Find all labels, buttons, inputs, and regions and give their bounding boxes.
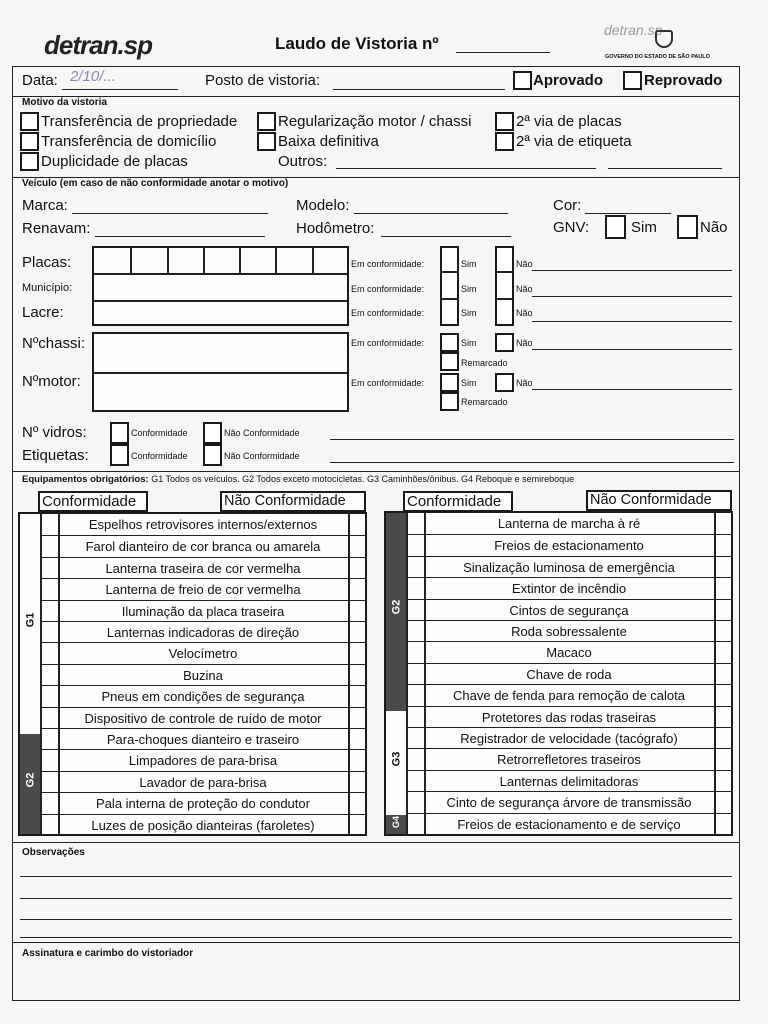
equip-row xyxy=(40,664,365,686)
conformidade-checkbox[interactable] xyxy=(406,771,424,792)
nao-conformidade-label: Não Conformidade xyxy=(224,428,300,438)
nao-conformidade-checkbox[interactable] xyxy=(349,793,365,814)
detran-logo: detran.sp xyxy=(44,30,153,60)
cor-label: Cor: xyxy=(553,197,582,214)
nao-conformidade-checkbox[interactable] xyxy=(349,558,365,579)
gnv-label: GNV: xyxy=(553,219,590,236)
nao-conformidade-checkbox[interactable] xyxy=(349,686,365,707)
conformidade-checkbox[interactable] xyxy=(40,793,58,814)
nao-conformidade-checkbox[interactable] xyxy=(349,643,365,664)
equip-row xyxy=(40,707,365,729)
em-conformidade-label: Em conformidade: xyxy=(351,338,425,348)
outros-field-2[interactable] xyxy=(608,168,722,169)
nao-conformidade-checkbox[interactable] xyxy=(349,622,365,643)
placas-label: Placas: xyxy=(22,254,72,271)
right-equip-table xyxy=(384,511,733,836)
form-title: Laudo de Vistoria nº xyxy=(275,34,439,53)
equip-item-label: Chave de roda xyxy=(526,666,612,682)
motivo-option: Regularização motor / chassi xyxy=(278,113,472,130)
divider xyxy=(12,942,740,943)
nao-conformidade-checkbox[interactable] xyxy=(715,642,731,663)
equip-row xyxy=(406,727,731,749)
gnv-nao-checkbox[interactable] xyxy=(677,215,698,239)
equip-item-label: Limpadores de para-brisa xyxy=(128,753,278,769)
group-g3-label: G3 xyxy=(390,751,402,767)
form-number-field[interactable] xyxy=(456,52,550,53)
nao-label: Não xyxy=(516,259,533,269)
chassi-motor-input-box[interactable] xyxy=(92,332,349,412)
conformidade-checkbox[interactable] xyxy=(406,814,424,835)
marca-field[interactable] xyxy=(72,213,268,214)
etiquetas-label: Etiquetas: xyxy=(22,447,89,464)
hodometro-field[interactable] xyxy=(381,236,511,237)
reprovado-label: Reprovado xyxy=(644,72,723,89)
nao-label: Não xyxy=(516,378,533,388)
motivo-option: 2ª via de etiqueta xyxy=(516,133,632,150)
conformidade-checkbox[interactable] xyxy=(40,750,58,771)
equip-row xyxy=(406,620,731,642)
chassi-remarcado-checkbox[interactable] xyxy=(440,352,459,371)
conformidade-checkbox[interactable] xyxy=(406,792,424,813)
sim-label: Sim xyxy=(461,284,477,294)
nao-conformidade-checkbox[interactable] xyxy=(715,814,731,835)
motivo-option: 2ª via de placas xyxy=(516,113,622,130)
municipio-label: Município: xyxy=(22,282,73,294)
seal-icon xyxy=(655,30,673,48)
equip-item-label: Para-choques dianteiro e traseiro xyxy=(106,732,300,747)
equip-row xyxy=(40,621,365,643)
equip-item-label: Chave de fenda para remoção de calota xyxy=(453,688,685,704)
left-nao-conformidade-header-label: Não Conformidade xyxy=(224,493,346,509)
right-conformidade-header-label: Conformidade xyxy=(407,493,502,510)
motivo-checkbox-2[interactable] xyxy=(20,132,39,151)
reprovado-checkbox[interactable] xyxy=(623,71,642,90)
modelo-field[interactable] xyxy=(354,213,508,214)
motivo-checkbox-3[interactable] xyxy=(20,152,39,171)
nao-conformidade-checkbox[interactable] xyxy=(349,772,365,793)
conformidade-checkbox[interactable] xyxy=(40,622,58,643)
equip-row xyxy=(40,685,365,707)
equip-item-label: Lanterna de marcha à ré xyxy=(497,516,641,531)
nao-conformidade-checkbox[interactable] xyxy=(349,601,365,622)
observacoes-line[interactable] xyxy=(20,937,732,938)
nao-checkbox[interactable] xyxy=(495,246,514,326)
data-label: Data: xyxy=(22,72,58,89)
group-g1-label: G1 xyxy=(24,612,36,628)
equip-row xyxy=(40,535,365,557)
group-g2-label-right: G2 xyxy=(386,513,406,711)
gnv-sim-checkbox[interactable] xyxy=(605,215,626,239)
nao-conformidade-checkbox[interactable] xyxy=(715,664,731,685)
vidros-conf-checkbox[interactable] xyxy=(110,422,129,444)
conformidade-checkbox[interactable] xyxy=(40,665,58,686)
conformidade-checkbox[interactable] xyxy=(406,578,424,599)
conformidade-checkbox[interactable] xyxy=(40,772,58,793)
cor-field[interactable] xyxy=(585,213,671,214)
equip-row xyxy=(406,770,731,792)
equip-row xyxy=(406,791,731,813)
conformidade-checkbox[interactable] xyxy=(406,728,424,749)
conformidade-checkbox[interactable] xyxy=(406,513,424,534)
equip-row xyxy=(40,771,365,793)
sim-label: Sim xyxy=(461,259,477,269)
conformidade-checkbox[interactable] xyxy=(40,729,58,750)
modelo-label: Modelo: xyxy=(296,197,350,214)
nao-conformidade-checkbox[interactable] xyxy=(715,728,731,749)
equip-item-label: Espelhos retrovisores internos/externos xyxy=(88,517,318,532)
renavam-label: Renavam: xyxy=(22,220,91,237)
equip-row xyxy=(40,749,365,771)
equip-item-label: Lanterna de freio de cor vermelha xyxy=(105,582,301,598)
motivo-checkbox-6[interactable] xyxy=(495,112,514,131)
equip-item-label: Retrorrefletores traseiros xyxy=(497,752,641,768)
conformidade-checkbox[interactable] xyxy=(406,749,424,770)
nao-conformidade-checkbox[interactable] xyxy=(715,621,731,642)
data-field[interactable] xyxy=(62,89,178,90)
nao-conformidade-checkbox[interactable] xyxy=(715,557,731,578)
equip-item-label: Luzes de posição dianteiras (faroletes) xyxy=(91,817,315,833)
nao-conformidade-checkbox[interactable] xyxy=(349,750,365,771)
chassi-nao-checkbox[interactable] xyxy=(495,333,514,352)
nao-conformidade-checkbox[interactable] xyxy=(715,535,731,556)
equip-row xyxy=(406,748,731,770)
assinatura-title: Assinatura e carimbo do vistoriador xyxy=(22,948,194,959)
motivo-checkbox-7[interactable] xyxy=(495,132,514,151)
motivo-option: Baixa definitiva xyxy=(278,133,379,150)
equip-item-label: Iluminação da placa traseira xyxy=(121,603,285,619)
data-handwritten: 2/10/... xyxy=(70,68,116,85)
group-g4-label: G4 xyxy=(386,815,406,834)
equip-row xyxy=(40,792,365,814)
divider xyxy=(12,471,740,472)
equip-item-label: Dispositivo de controle de ruído de motor xyxy=(84,710,322,726)
hodometro-label: Hodômetro: xyxy=(296,220,375,237)
equip-item-label: Lanternas indicadoras de direção xyxy=(106,625,300,640)
posto-field[interactable] xyxy=(333,89,505,90)
equip-item-label: Roda sobressalente xyxy=(511,624,627,639)
em-conformidade-label: Em conformidade: xyxy=(351,284,425,294)
aprovado-label: Aprovado xyxy=(533,72,604,89)
equip-item-label: Lavador de para-brisa xyxy=(139,774,267,790)
conformidade-checkbox[interactable] xyxy=(40,514,58,535)
renavam-field[interactable] xyxy=(95,236,265,237)
em-conformidade-label: Em conformidade: xyxy=(351,308,425,318)
nao-conformidade-checkbox[interactable] xyxy=(349,514,365,535)
equip-item-label: Registrador de velocidade (tacógrafo) xyxy=(460,731,678,746)
remarcado-label: Remarcado xyxy=(461,397,508,407)
equip-row xyxy=(40,728,365,750)
nao-conformidade-checkbox[interactable] xyxy=(715,771,731,792)
divider xyxy=(12,842,740,843)
conformidade-checkbox[interactable] xyxy=(406,642,424,663)
marca-label: Marca: xyxy=(22,197,68,214)
motivo-checkbox-4[interactable] xyxy=(257,112,276,131)
equip-item-label: Protetores das rodas traseiras xyxy=(481,709,657,725)
nao-conformidade-checkbox[interactable] xyxy=(349,708,365,729)
equip-item-label: Buzina xyxy=(183,667,223,683)
nao-conformidade-checkbox[interactable] xyxy=(349,815,365,836)
conformidade-checkbox[interactable] xyxy=(406,664,424,685)
motivo-title: Motivo da vistoria xyxy=(22,97,108,108)
observacoes-line[interactable] xyxy=(20,919,732,920)
veiculo-title: Veículo (em caso de não conformidade anotar o motivo) xyxy=(22,178,289,189)
etiq-naoconf-checkbox[interactable] xyxy=(203,444,222,466)
left-equip-table xyxy=(18,512,367,836)
motor-label: Nºmotor: xyxy=(22,373,81,390)
equip-item-label: Pneus em condições de segurança xyxy=(101,689,305,705)
conformidade-checkbox[interactable] xyxy=(406,707,424,728)
equip-item-label: Macaco xyxy=(546,645,592,661)
conformidade-label: Conformidade xyxy=(131,428,188,438)
vidros-naoconf-checkbox[interactable] xyxy=(203,422,222,444)
outros-label: Outros: xyxy=(278,153,328,170)
motivo-option: Transferência de domicílio xyxy=(41,133,217,150)
nao-conformidade-checkbox[interactable] xyxy=(715,578,731,599)
remarcado-label: Remarcado xyxy=(461,358,508,368)
equip-item-label: Lanterna traseira de cor vermelha xyxy=(105,560,301,576)
nao-label: Não xyxy=(516,338,533,348)
equip-row xyxy=(40,600,365,622)
sim-checkbox[interactable] xyxy=(440,246,459,326)
motor-nao-checkbox[interactable] xyxy=(495,373,514,392)
equip-row xyxy=(406,641,731,663)
equip-row xyxy=(40,814,365,836)
equip-row xyxy=(406,513,731,534)
em-conformidade-label: Em conformidade: xyxy=(351,259,425,269)
nao-conformidade-checkbox[interactable] xyxy=(715,600,731,621)
detran-right-logo: detran.sp xyxy=(604,22,663,38)
nao-conformidade-checkbox[interactable] xyxy=(349,665,365,686)
equip-item-label: Extintor de incêndio xyxy=(511,581,627,597)
conformidade-checkbox[interactable] xyxy=(40,579,58,600)
equip-item-label: Cinto de segurança árvore de transmissão xyxy=(446,795,692,811)
nao-label: Não xyxy=(516,284,533,294)
nao-conformidade-checkbox[interactable] xyxy=(715,513,731,534)
equip-item-label: Lanternas delimitadoras xyxy=(499,773,639,789)
sim-label: Sim xyxy=(461,308,477,318)
equip-row xyxy=(406,663,731,685)
right-nao-conformidade-header-label: Não Conformidade xyxy=(590,492,712,508)
motor-sim-checkbox[interactable] xyxy=(440,373,459,392)
left-conformidade-header-label: Conformidade xyxy=(42,493,137,510)
equip-row xyxy=(406,556,731,578)
sim-label: Sim xyxy=(461,338,477,348)
equip-row xyxy=(406,684,731,706)
motivo-checkbox-5[interactable] xyxy=(257,132,276,151)
equip-row xyxy=(40,642,365,664)
gnv-nao-label: Não xyxy=(700,219,728,236)
sim-label: Sim xyxy=(461,378,477,388)
conformidade-checkbox[interactable] xyxy=(406,557,424,578)
conformidade-label: Conformidade xyxy=(131,451,188,461)
equip-row xyxy=(40,557,365,579)
motivo-checkbox-1[interactable] xyxy=(20,112,39,131)
nao-conformidade-label: Não Conformidade xyxy=(224,451,300,461)
conformidade-checkbox[interactable] xyxy=(40,708,58,729)
conformidade-checkbox[interactable] xyxy=(40,601,58,622)
vidros-label: Nº vidros: xyxy=(22,424,87,441)
equip-item-label: Pala interna de proteção do condutor xyxy=(96,796,310,812)
equip-desc: G1 Todos os veículos. G2 Todos exceto motocicletas. G3 Caminhões/ônibus. G4 Reboque e semireboque xyxy=(151,474,575,484)
conformidade-checkbox[interactable] xyxy=(40,643,58,664)
equip-item-label: Velocímetro xyxy=(168,646,238,662)
equip-title-bold: Equipamentos obrigatórios: xyxy=(22,474,149,485)
nao-conformidade-checkbox[interactable] xyxy=(715,792,731,813)
equip-title xyxy=(22,474,574,485)
nao-conformidade-checkbox[interactable] xyxy=(715,749,731,770)
conformidade-checkbox[interactable] xyxy=(40,558,58,579)
equip-item-label: Farol dianteiro de cor branca ou amarela xyxy=(85,539,321,555)
equip-row xyxy=(406,577,731,599)
nao-conformidade-checkbox[interactable] xyxy=(349,729,365,750)
equip-item-label: Cintos de segurança xyxy=(509,602,629,618)
motivo-option: Transferência de propriedade xyxy=(41,113,238,130)
conformidade-checkbox[interactable] xyxy=(406,685,424,706)
placa-input-box[interactable] xyxy=(92,246,349,326)
aprovado-checkbox[interactable] xyxy=(513,71,532,90)
outros-field[interactable] xyxy=(336,168,596,169)
chassi-sim-checkbox[interactable] xyxy=(440,333,459,352)
motivo-option: Duplicidade de placas xyxy=(41,153,188,170)
equip-row xyxy=(406,813,731,835)
equip-row xyxy=(40,514,365,535)
observacoes-line[interactable] xyxy=(20,876,732,877)
equip-row xyxy=(406,706,731,728)
posto-label: Posto de vistoria: xyxy=(205,72,321,89)
conformidade-checkbox[interactable] xyxy=(406,621,424,642)
nao-conformidade-checkbox[interactable] xyxy=(715,707,731,728)
gnv-sim-label: Sim xyxy=(631,219,657,236)
observacoes-title: Observações xyxy=(22,847,85,858)
nao-conformidade-checkbox[interactable] xyxy=(349,579,365,600)
conformidade-checkbox[interactable] xyxy=(40,686,58,707)
nao-label: Não xyxy=(516,308,533,318)
em-conformidade-label: Em conformidade: xyxy=(351,378,425,388)
equip-item-label: Sinalização luminosa de emergência xyxy=(463,559,675,575)
equip-row xyxy=(40,578,365,600)
conformidade-checkbox[interactable] xyxy=(40,536,58,557)
group-g2-label: G2 xyxy=(20,734,40,834)
equip-item-label: Freios de estacionamento e de serviço xyxy=(457,816,681,832)
lacre-label: Lacre: xyxy=(22,304,64,321)
equip-item-label: Freios de estacionamento xyxy=(494,538,644,554)
conformidade-checkbox[interactable] xyxy=(40,815,58,836)
conformidade-checkbox[interactable] xyxy=(406,535,424,556)
nao-conformidade-checkbox[interactable] xyxy=(715,685,731,706)
observacoes-line[interactable] xyxy=(20,898,732,899)
equip-row xyxy=(406,534,731,556)
etiq-conf-checkbox[interactable] xyxy=(110,444,129,466)
motor-remarcado-checkbox[interactable] xyxy=(440,392,459,411)
conformidade-checkbox[interactable] xyxy=(406,600,424,621)
equip-row xyxy=(406,599,731,621)
government-label: GOVERNO DO ESTADO DE SÃO PAULO xyxy=(605,54,710,60)
chassi-label: Nºchassi: xyxy=(22,335,85,352)
divider xyxy=(12,96,740,97)
nao-conformidade-checkbox[interactable] xyxy=(349,536,365,557)
